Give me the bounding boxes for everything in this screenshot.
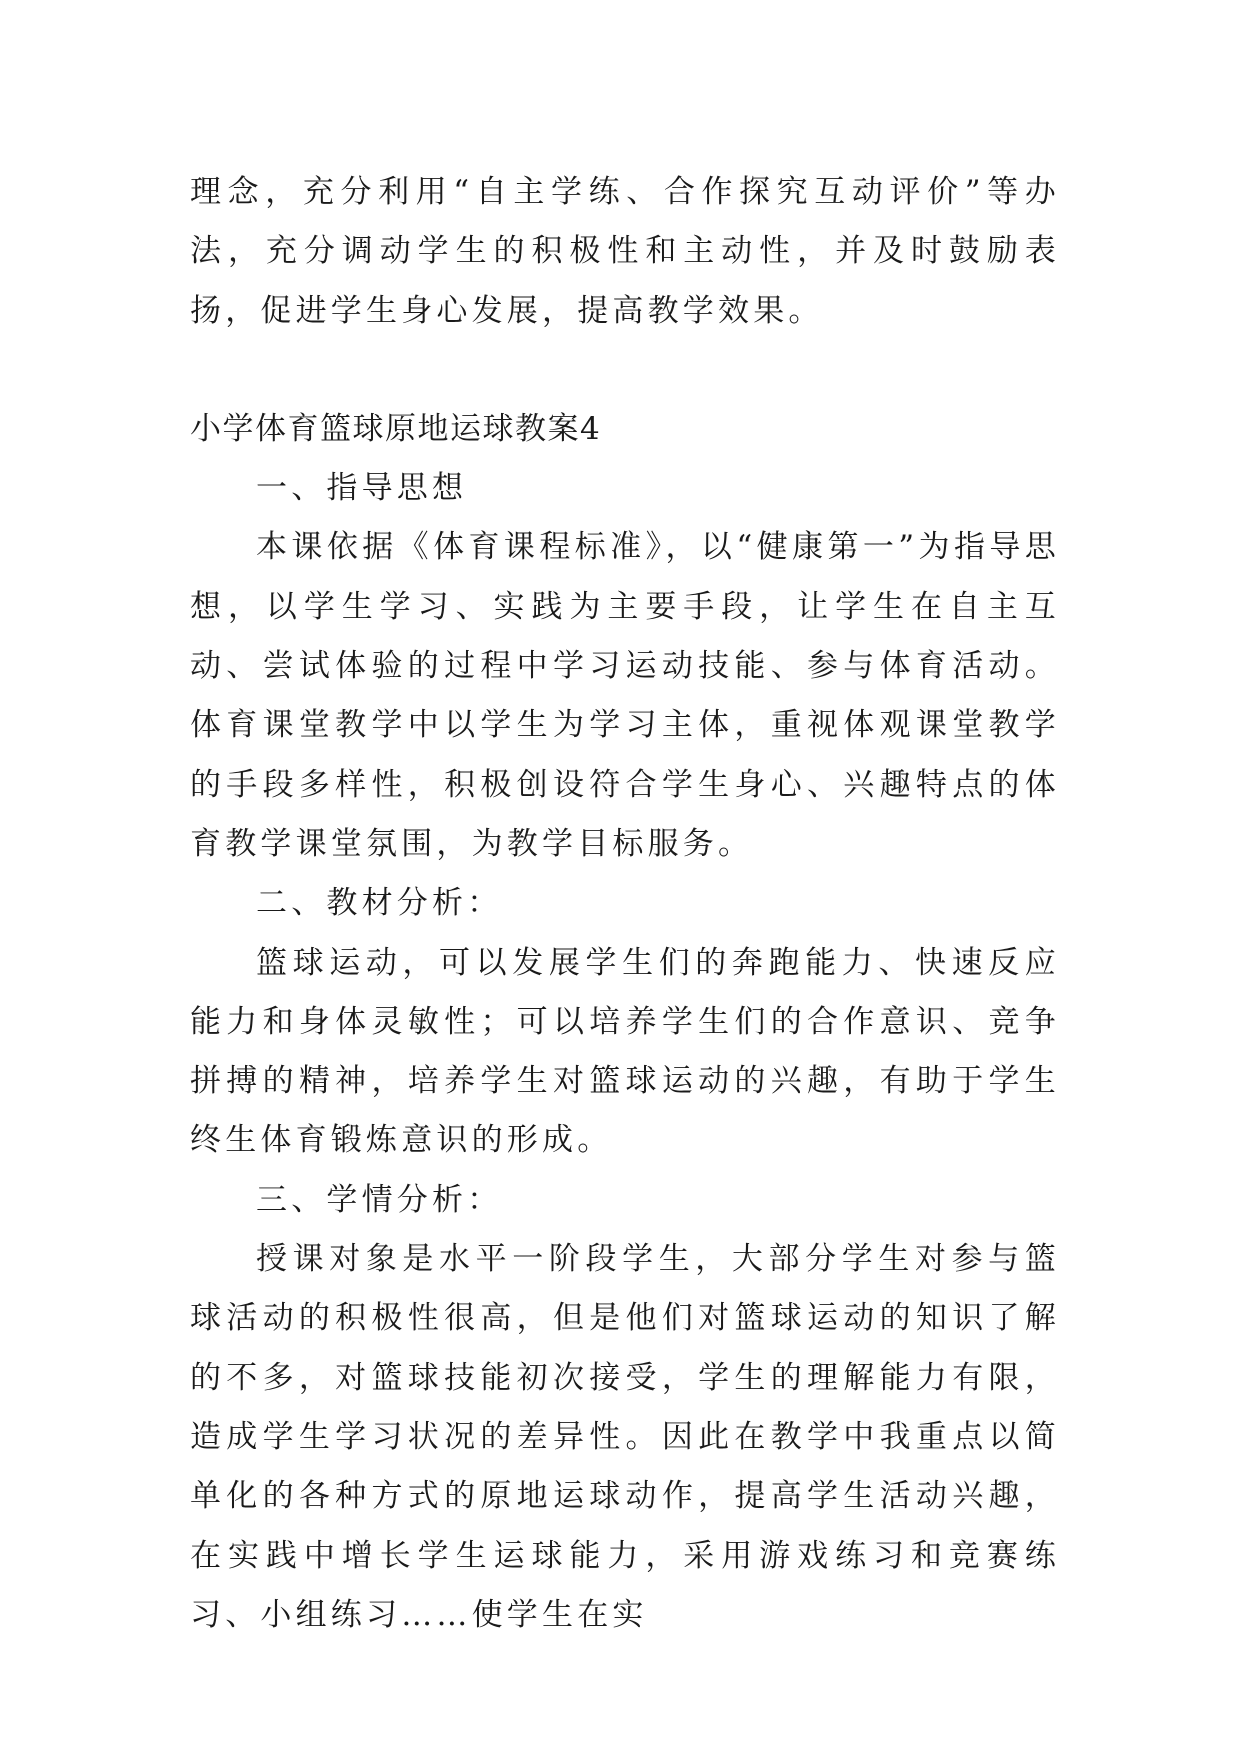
paragraph-spacer [190, 341, 1060, 400]
heading-guiding-ideology: 一、指导思想 [256, 470, 468, 507]
heading-material-analysis: 二、教材分析： [256, 885, 503, 922]
continuation-paragraph: 理念，充分利用“自主学练、合作探究互动评价”等办法，充分调动学生的积极性和主动性，并及时鼓励表扬，促进学生身心发展，提高教学效果。 [190, 174, 1060, 329]
paragraph-learner-analysis: 授课对象是水平一阶段学生，大部分学生对参与篮球活动的积极性很高，但是他们对篮球运动的知识了解的不多，对篮球技能初次接受，学生的理解能力有限，造成学生学习状况的差异性。因此在教学中我重点以简单化的各种方式的原地运球动作，提高学生活动兴趣，在实践中增长学生运球能力，采用游戏练习和竞赛练习、小组练习……使学生在实 [190, 1241, 1060, 1633]
heading-learner-analysis: 三、学情分析： [256, 1181, 503, 1218]
paragraph-material-analysis: 篮球运动，可以发展学生们的奔跑能力、快速反应能力和身体灵敏性；可以培养学生们的合作意识、竞争拼搏的精神，培养学生对篮球运动的兴趣，有助于学生终生体育锻炼意识的形成。 [190, 944, 1060, 1159]
document-body [190, 163, 1060, 1645]
section-title: 小学体育篮球原地运球教案4 [190, 410, 602, 447]
paragraph-guiding-ideology: 本课依据《体育课程标准》，以“健康第一”为指导思想，以学生学习、实践为主要手段，让学生在自主互动、尝试体验的过程中学习运动技能、参与体育活动。体育课堂教学中以学生为学习主体，重视体观课堂教学的手段多样性，积极创设符合学生身心、兴趣特点的体育教学课堂氛围，为教学目标服务。 [190, 529, 1060, 862]
